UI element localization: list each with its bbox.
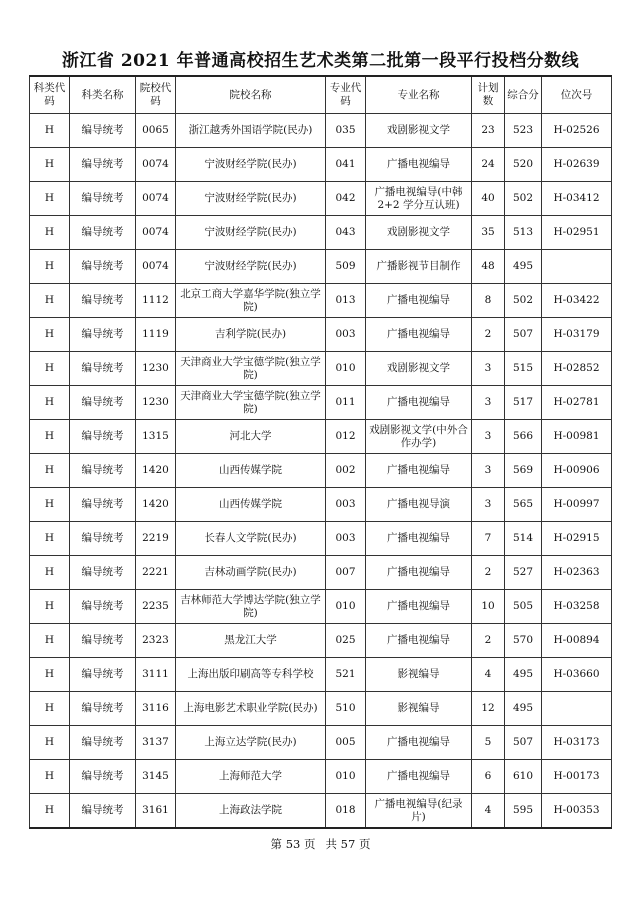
table-row xyxy=(30,284,612,318)
major-code-cell: 013 xyxy=(326,284,366,318)
plan-count-cell: 4 xyxy=(472,794,505,829)
major-code-cell: 003 xyxy=(326,318,366,352)
plan-count-cell: 40 xyxy=(472,182,505,216)
table-row xyxy=(30,182,612,216)
total-score-cell: 570 xyxy=(505,624,542,658)
header-plan-count: 计划数 xyxy=(472,76,505,114)
major-name-cell: 戏剧影视文学 xyxy=(366,216,472,250)
school-code-cell: 1315 xyxy=(136,420,176,454)
rank-cell: H-02852 xyxy=(542,352,612,386)
major-name-cell: 广播电视编导 xyxy=(366,760,472,794)
major-name-cell: 影视编导 xyxy=(366,658,472,692)
major-code-cell: 007 xyxy=(326,556,366,590)
rank-cell: H-00173 xyxy=(542,760,612,794)
total-score-cell: 595 xyxy=(505,794,542,829)
major-name-cell: 广播电视编导 xyxy=(366,454,472,488)
subject-name-cell: 编导统考 xyxy=(70,760,136,794)
total-score-cell: 495 xyxy=(505,658,542,692)
table-row xyxy=(30,420,612,454)
total-score-cell: 507 xyxy=(505,318,542,352)
school-name-cell: 上海出版印刷高等专科学校 xyxy=(176,658,326,692)
major-code-cell: 003 xyxy=(326,522,366,556)
school-code-cell: 3137 xyxy=(136,726,176,760)
school-name-cell: 浙江越秀外国语学院(民办) xyxy=(176,114,326,148)
table-row xyxy=(30,522,612,556)
subject-code-cell: H xyxy=(30,420,70,454)
subject-code-cell: H xyxy=(30,284,70,318)
admission-score-table xyxy=(29,75,612,829)
table-row xyxy=(30,590,612,624)
total-score-cell: 610 xyxy=(505,760,542,794)
major-name-cell: 戏剧影视文学 xyxy=(366,114,472,148)
rank-cell: H-00894 xyxy=(542,624,612,658)
major-name-cell: 广播电视编导 xyxy=(366,284,472,318)
table-row xyxy=(30,318,612,352)
subject-code-cell: H xyxy=(30,794,70,829)
total-score-cell: 569 xyxy=(505,454,542,488)
rank-cell: H-02915 xyxy=(542,522,612,556)
total-score-cell: 566 xyxy=(505,420,542,454)
subject-code-cell: H xyxy=(30,590,70,624)
rank-cell xyxy=(542,250,612,284)
plan-count-cell: 23 xyxy=(472,114,505,148)
subject-code-cell: H xyxy=(30,250,70,284)
subject-name-cell: 编导统考 xyxy=(70,624,136,658)
plan-count-cell: 35 xyxy=(472,216,505,250)
table-row xyxy=(30,114,612,148)
plan-count-cell: 3 xyxy=(472,454,505,488)
major-code-cell: 005 xyxy=(326,726,366,760)
subject-code-cell: H xyxy=(30,726,70,760)
rank-cell: H-00353 xyxy=(542,794,612,829)
school-name-cell: 吉林动画学院(民办) xyxy=(176,556,326,590)
subject-code-cell: H xyxy=(30,148,70,182)
subject-code-cell: H xyxy=(30,556,70,590)
total-score-cell: 517 xyxy=(505,386,542,420)
subject-name-cell: 编导统考 xyxy=(70,794,136,829)
table-row xyxy=(30,148,612,182)
major-code-cell: 012 xyxy=(326,420,366,454)
major-code-cell: 011 xyxy=(326,386,366,420)
school-name-cell: 上海师范大学 xyxy=(176,760,326,794)
school-code-cell: 0065 xyxy=(136,114,176,148)
major-name-cell: 广播电视编导 xyxy=(366,148,472,182)
plan-count-cell: 6 xyxy=(472,760,505,794)
subject-code-cell: H xyxy=(30,386,70,420)
school-name-cell: 宁波财经学院(民办) xyxy=(176,250,326,284)
header-row xyxy=(30,76,612,114)
plan-count-cell: 2 xyxy=(472,318,505,352)
subject-name-cell: 编导统考 xyxy=(70,318,136,352)
total-score-cell: 495 xyxy=(505,250,542,284)
table-row xyxy=(30,352,612,386)
major-code-cell: 018 xyxy=(326,794,366,829)
plan-count-cell: 2 xyxy=(472,556,505,590)
major-name-cell: 广播影视节目制作 xyxy=(366,250,472,284)
subject-code-cell: H xyxy=(30,760,70,794)
page-footer xyxy=(0,836,641,852)
subject-name-cell: 编导统考 xyxy=(70,182,136,216)
major-name-cell: 广播电视编导 xyxy=(366,386,472,420)
school-code-cell: 0074 xyxy=(136,250,176,284)
school-code-cell: 1112 xyxy=(136,284,176,318)
total-score-cell: 502 xyxy=(505,284,542,318)
subject-name-cell: 编导统考 xyxy=(70,590,136,624)
table-row xyxy=(30,386,612,420)
subject-code-cell: H xyxy=(30,692,70,726)
school-name-cell: 黑龙江大学 xyxy=(176,624,326,658)
rank-cell: H-02526 xyxy=(542,114,612,148)
total-score-cell: 527 xyxy=(505,556,542,590)
subject-name-cell: 编导统考 xyxy=(70,114,136,148)
plan-count-cell: 5 xyxy=(472,726,505,760)
rank-cell xyxy=(542,692,612,726)
major-code-cell: 003 xyxy=(326,488,366,522)
plan-count-cell: 3 xyxy=(472,386,505,420)
school-code-cell: 2219 xyxy=(136,522,176,556)
school-code-cell: 0074 xyxy=(136,216,176,250)
school-name-cell: 宁波财经学院(民办) xyxy=(176,148,326,182)
subject-code-cell: H xyxy=(30,624,70,658)
school-name-cell: 山西传媒学院 xyxy=(176,454,326,488)
page-number: 第 53 页 xyxy=(270,837,316,851)
table-header xyxy=(30,76,612,114)
school-name-cell: 河北大学 xyxy=(176,420,326,454)
school-code-cell: 3116 xyxy=(136,692,176,726)
subject-name-cell: 编导统考 xyxy=(70,386,136,420)
major-code-cell: 043 xyxy=(326,216,366,250)
major-name-cell: 广播电视编导 xyxy=(366,556,472,590)
table-row xyxy=(30,556,612,590)
plan-count-cell: 12 xyxy=(472,692,505,726)
header-subject-code: 科类代码 xyxy=(30,76,70,114)
header-total-score: 综合分 xyxy=(505,76,542,114)
plan-count-cell: 7 xyxy=(472,522,505,556)
rank-cell: H-02363 xyxy=(542,556,612,590)
major-name-cell: 广播电视编导 xyxy=(366,726,472,760)
school-code-cell: 0074 xyxy=(136,182,176,216)
major-code-cell: 521 xyxy=(326,658,366,692)
major-code-cell: 510 xyxy=(326,692,366,726)
school-name-cell: 天津商业大学宝德学院(独立学院) xyxy=(176,352,326,386)
school-name-cell: 上海立达学院(民办) xyxy=(176,726,326,760)
school-name-cell: 上海政法学院 xyxy=(176,794,326,829)
major-code-cell: 010 xyxy=(326,352,366,386)
plan-count-cell: 10 xyxy=(472,590,505,624)
major-code-cell: 002 xyxy=(326,454,366,488)
school-code-cell: 2235 xyxy=(136,590,176,624)
table-row xyxy=(30,624,612,658)
major-name-cell: 戏剧影视文学(中外合作办学) xyxy=(366,420,472,454)
major-name-cell: 广播电视编导 xyxy=(366,318,472,352)
school-name-cell: 天津商业大学宝德学院(独立学院) xyxy=(176,386,326,420)
subject-code-cell: H xyxy=(30,114,70,148)
major-name-cell: 戏剧影视文学 xyxy=(366,352,472,386)
school-code-cell: 1230 xyxy=(136,352,176,386)
rank-cell: H-03179 xyxy=(542,318,612,352)
plan-count-cell: 2 xyxy=(472,624,505,658)
subject-name-cell: 编导统考 xyxy=(70,284,136,318)
document-title: 浙江省 2021 年普通高校招生艺术类第二批第一段平行投档分数线 xyxy=(61,51,580,71)
subject-name-cell: 编导统考 xyxy=(70,726,136,760)
page-total: 共 57 页 xyxy=(325,837,371,851)
rank-cell: H-03258 xyxy=(542,590,612,624)
total-score-cell: 565 xyxy=(505,488,542,522)
plan-count-cell: 48 xyxy=(472,250,505,284)
table-row xyxy=(30,658,612,692)
school-code-cell: 1420 xyxy=(136,454,176,488)
school-code-cell: 3111 xyxy=(136,658,176,692)
header-major-name: 专业名称 xyxy=(366,76,472,114)
total-score-cell: 523 xyxy=(505,114,542,148)
header-major-code: 专业代码 xyxy=(326,76,366,114)
total-score-cell: 495 xyxy=(505,692,542,726)
subject-name-cell: 编导统考 xyxy=(70,692,136,726)
table-row xyxy=(30,692,612,726)
subject-name-cell: 编导统考 xyxy=(70,216,136,250)
school-name-cell: 山西传媒学院 xyxy=(176,488,326,522)
table-row xyxy=(30,454,612,488)
major-code-cell: 035 xyxy=(326,114,366,148)
school-code-cell: 3145 xyxy=(136,760,176,794)
rank-cell: H-02639 xyxy=(542,148,612,182)
school-name-cell: 上海电影艺术职业学院(民办) xyxy=(176,692,326,726)
total-score-cell: 505 xyxy=(505,590,542,624)
subject-code-cell: H xyxy=(30,318,70,352)
plan-count-cell: 8 xyxy=(472,284,505,318)
rank-cell: H-02951 xyxy=(542,216,612,250)
rank-cell: H-00997 xyxy=(542,488,612,522)
school-name-cell: 宁波财经学院(民办) xyxy=(176,216,326,250)
header-subject-name: 科类名称 xyxy=(70,76,136,114)
school-code-cell: 2323 xyxy=(136,624,176,658)
school-name-cell: 吉林师范大学博达学院(独立学院) xyxy=(176,590,326,624)
subject-code-cell: H xyxy=(30,216,70,250)
table-row xyxy=(30,760,612,794)
header-school-name: 院校名称 xyxy=(176,76,326,114)
major-name-cell: 广播电视编导 xyxy=(366,590,472,624)
major-name-cell: 广播电视编导 xyxy=(366,624,472,658)
major-name-cell: 广播电视导演 xyxy=(366,488,472,522)
subject-code-cell: H xyxy=(30,522,70,556)
rank-cell: H-00906 xyxy=(542,454,612,488)
total-score-cell: 513 xyxy=(505,216,542,250)
school-code-cell: 1119 xyxy=(136,318,176,352)
table-row xyxy=(30,794,612,829)
table-row xyxy=(30,216,612,250)
major-code-cell: 041 xyxy=(326,148,366,182)
school-code-cell: 1420 xyxy=(136,488,176,522)
table-body xyxy=(30,114,612,829)
plan-count-cell: 24 xyxy=(472,148,505,182)
major-code-cell: 042 xyxy=(326,182,366,216)
major-code-cell: 010 xyxy=(326,760,366,794)
school-code-cell: 1230 xyxy=(136,386,176,420)
school-name-cell: 北京工商大学嘉华学院(独立学院) xyxy=(176,284,326,318)
subject-name-cell: 编导统考 xyxy=(70,420,136,454)
total-score-cell: 520 xyxy=(505,148,542,182)
major-code-cell: 509 xyxy=(326,250,366,284)
subject-name-cell: 编导统考 xyxy=(70,488,136,522)
plan-count-cell: 3 xyxy=(472,488,505,522)
table-row xyxy=(30,488,612,522)
rank-cell: H-03173 xyxy=(542,726,612,760)
school-name-cell: 长春人文学院(民办) xyxy=(176,522,326,556)
subject-code-cell: H xyxy=(30,488,70,522)
header-school-code: 院校代码 xyxy=(136,76,176,114)
subject-name-cell: 编导统考 xyxy=(70,454,136,488)
plan-count-cell: 3 xyxy=(472,352,505,386)
subject-name-cell: 编导统考 xyxy=(70,658,136,692)
major-name-cell: 广播电视编导(中韩 2+2 学分互认班) xyxy=(366,182,472,216)
subject-code-cell: H xyxy=(30,352,70,386)
total-score-cell: 502 xyxy=(505,182,542,216)
plan-count-cell: 3 xyxy=(472,420,505,454)
table-row xyxy=(30,726,612,760)
major-name-cell: 广播电视编导 xyxy=(366,522,472,556)
header-rank: 位次号 xyxy=(542,76,612,114)
school-code-cell: 2221 xyxy=(136,556,176,590)
rank-cell: H-02781 xyxy=(542,386,612,420)
subject-name-cell: 编导统考 xyxy=(70,522,136,556)
subject-code-cell: H xyxy=(30,454,70,488)
rank-cell: H-03660 xyxy=(542,658,612,692)
school-name-cell: 宁波财经学院(民办) xyxy=(176,182,326,216)
subject-code-cell: H xyxy=(30,658,70,692)
plan-count-cell: 4 xyxy=(472,658,505,692)
subject-name-cell: 编导统考 xyxy=(70,352,136,386)
subject-name-cell: 编导统考 xyxy=(70,556,136,590)
school-name-cell: 吉利学院(民办) xyxy=(176,318,326,352)
school-code-cell: 3161 xyxy=(136,794,176,829)
rank-cell: H-00981 xyxy=(542,420,612,454)
total-score-cell: 507 xyxy=(505,726,542,760)
major-name-cell: 影视编导 xyxy=(366,692,472,726)
school-code-cell: 0074 xyxy=(136,148,176,182)
subject-name-cell: 编导统考 xyxy=(70,148,136,182)
subject-code-cell: H xyxy=(30,182,70,216)
major-code-cell: 010 xyxy=(326,590,366,624)
table-row xyxy=(30,250,612,284)
rank-cell: H-03422 xyxy=(542,284,612,318)
total-score-cell: 514 xyxy=(505,522,542,556)
rank-cell: H-03412 xyxy=(542,182,612,216)
major-name-cell: 广播电视编导(纪录片) xyxy=(366,794,472,829)
major-code-cell: 025 xyxy=(326,624,366,658)
total-score-cell: 515 xyxy=(505,352,542,386)
subject-name-cell: 编导统考 xyxy=(70,250,136,284)
